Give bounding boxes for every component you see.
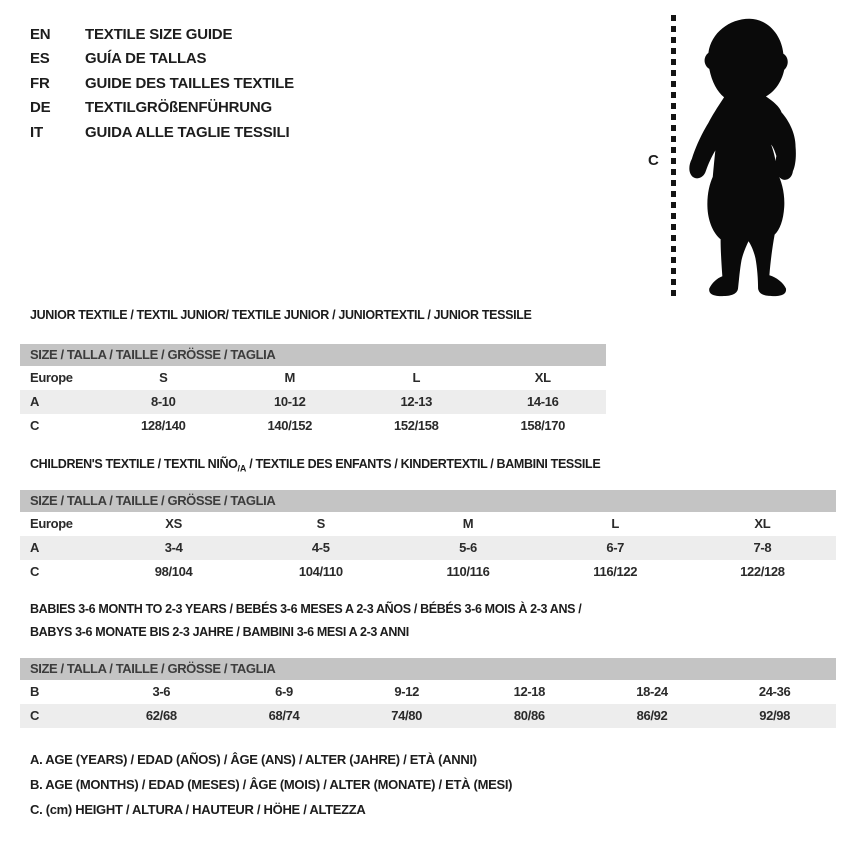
height-cell: 68/74 [268, 708, 300, 723]
height-cell: 158/170 [520, 418, 566, 433]
height-cell: 122/128 [740, 564, 785, 579]
row-label: Europe [30, 370, 73, 385]
language-list [30, 22, 294, 145]
size-cell: XL [754, 516, 771, 531]
height-cell: 98/104 [154, 564, 193, 579]
height-cell: 140/152 [267, 418, 313, 433]
table-header-size: SIZE / TALLA / TAILLE / GRÖSSE / TAGLIA [20, 344, 606, 366]
measurement-legend [30, 752, 512, 826]
table-header-size: SIZE / TALLA / TAILLE / GRÖSSE / TAGLIA [20, 490, 836, 512]
height-cell: 62/68 [145, 708, 177, 723]
row-label: A [30, 394, 40, 409]
age-cell: 3-6 [152, 684, 171, 699]
guide-title-en: TEXTILE SIZE GUIDE [85, 25, 233, 43]
row-label: Europe [30, 516, 73, 531]
children-heading-pre: CHILDREN'S TEXTILE / TEXTIL NIÑO [30, 457, 238, 471]
age-cell: 7-8 [753, 540, 772, 555]
age-cell: 18-24 [636, 684, 668, 699]
row-label: B [30, 684, 40, 699]
age-cell: 14-16 [527, 394, 559, 409]
height-cell: 128/140 [140, 418, 186, 433]
height-cell: 86/92 [636, 708, 668, 723]
row-label: C [30, 564, 40, 579]
age-cell: 9-12 [394, 684, 419, 699]
legend-age-months: B. AGE (MONTHS) / EDAD (MESES) / ÂGE (MOIS) / ALTER (MONATE) / ETÀ (MESI) [30, 776, 513, 792]
size-cell: M [284, 370, 295, 385]
size-cell: L [611, 516, 619, 531]
language-code: DE [30, 99, 51, 117]
row-label: C [30, 418, 40, 433]
guide-title-it: GUIDA ALLE TAGLIE TESSILI [85, 123, 290, 141]
age-cell: 24-36 [758, 684, 791, 699]
height-dotted-line [671, 15, 676, 296]
size-cell: S [316, 516, 325, 531]
row-label: C [30, 708, 40, 723]
children-heading-sub: /A [237, 463, 247, 474]
babies-section-heading [30, 601, 581, 640]
guide-title-fr: GUIDE DES TAILLES TEXTILE [85, 74, 294, 92]
babies-heading-line1: BABIES 3-6 MONTH TO 2-3 YEARS / BEBÉS 3-6 MESES A 2-3 AÑOS / BÉBÉS 3-6 MOIS À 2-3 ANS / [30, 602, 582, 616]
age-cell: 4-5 [311, 540, 330, 555]
language-row-en [30, 22, 294, 47]
age-cell: 5-6 [459, 540, 477, 555]
babies-size-table [20, 658, 836, 728]
size-cell: M [462, 516, 474, 531]
table-row-europe [20, 512, 836, 536]
table-row-europe [20, 366, 606, 390]
legend-age-years: A. AGE (YEARS) / EDAD (AÑOS) / ÂGE (ANS) / ALTER (JAHRE) / ETÀ (ANNI) [30, 752, 477, 767]
table-row-age-years [20, 390, 606, 414]
age-cell: 6-7 [606, 540, 625, 555]
age-cell: 10-12 [274, 394, 306, 409]
age-cell: 8-10 [150, 394, 176, 409]
children-heading-post: / TEXTILE DES ENFANTS / KINDERTEXTIL / BAMBINI TESSILE [246, 457, 601, 471]
age-cell: 3-4 [164, 540, 183, 555]
guide-title-es: GUÍA DE TALLAS [85, 50, 207, 68]
height-cell: 116/122 [593, 564, 638, 579]
language-row-es [30, 47, 294, 72]
table-row-age-years [20, 536, 836, 560]
age-cell: 6-9 [275, 684, 293, 699]
table-row-height-cm [20, 560, 836, 584]
language-row-de [30, 96, 294, 121]
language-row-it [30, 120, 294, 145]
language-code: EN [30, 25, 51, 43]
babies-heading-line2: BABYS 3-6 MONATE BIS 2-3 JAHRE / BAMBINI 3-6 MESI A 2-3 ANNI [30, 625, 409, 639]
junior-size-table [20, 344, 606, 438]
age-cell: 12-18 [513, 684, 546, 699]
height-cell: 74/80 [391, 708, 423, 723]
size-cell: XL [534, 370, 551, 385]
junior-section-heading: JUNIOR TEXTILE / TEXTIL JUNIOR/ TEXTILE JUNIOR / JUNIORTEXTIL / JUNIOR TESSILE [30, 308, 532, 322]
language-code: FR [30, 74, 50, 92]
legend-height-cm: C. (cm) HEIGHT / ALTURA / HAUTEUR / HÖHE / ALTEZZA [30, 801, 366, 817]
table-header-size: SIZE / TALLA / TAILLE / GRÖSSE / TAGLIA [20, 658, 836, 680]
size-cell: L [412, 370, 421, 385]
row-label: A [30, 540, 40, 555]
language-code: IT [30, 123, 43, 141]
children-size-table [20, 490, 836, 584]
size-cell: S [159, 370, 168, 385]
table-row-height-cm [20, 704, 836, 728]
height-cell: 152/158 [393, 418, 439, 433]
table-row-height-cm [20, 414, 606, 438]
height-cell: 80/86 [513, 708, 545, 723]
height-measure-label: C [648, 152, 659, 169]
height-cell: 104/110 [298, 564, 343, 579]
guide-title-de: TEXTILGRÖßENFÜHRUNG [85, 99, 273, 117]
children-section-heading [30, 456, 600, 477]
table-row-age-months [20, 680, 836, 704]
language-code: ES [30, 50, 50, 68]
height-cell: 92/98 [759, 708, 791, 723]
toddler-silhouette-icon [684, 14, 806, 298]
age-cell: 12-13 [400, 394, 432, 409]
height-cell: 110/116 [446, 564, 490, 579]
size-cell: XS [165, 516, 182, 531]
language-row-fr [30, 71, 294, 96]
